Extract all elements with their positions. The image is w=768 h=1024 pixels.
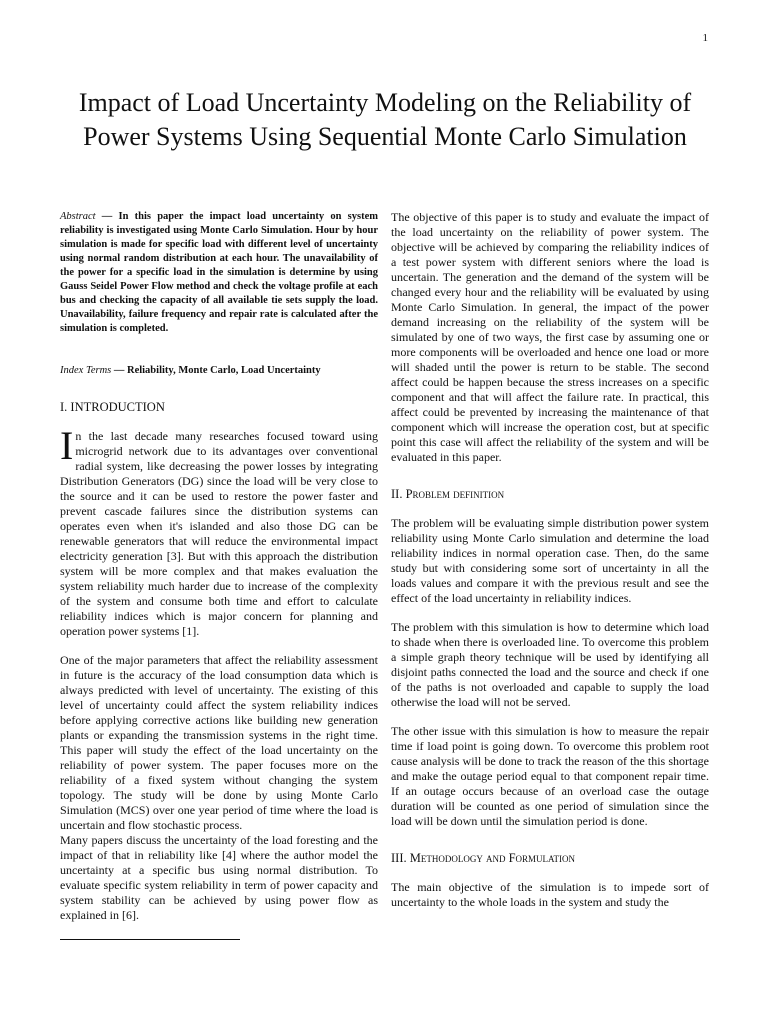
drop-cap: I: [60, 423, 74, 468]
section-title: Methodology and Formulation: [409, 851, 576, 865]
page-number: 1: [702, 32, 708, 44]
abstract: [60, 210, 378, 336]
intro-paragraph-2: One of the major parameters that affect the reliability assessment in future is the accuracy of the load consumption data which is always predicted with level of uncertainty. The existing of this level of uncertainty could affect the system reliability indices before applying corrective actions like building new generation plants or expanding the transmission systems in the right time. This paper will study the effect of the load uncertainty on the reliability of power system. The paper focuses more on the reliability of a fixed system without changing the system topology. The study will be done by using Monte Carlo Simulation (MCS) over one year period of time where the load is uncertain and flow stochastic process.: [60, 653, 378, 832]
left-column: [60, 210, 378, 940]
abstract-label: Abstract: [60, 211, 96, 222]
section-number: III.: [391, 851, 410, 865]
intro-paragraph-1-text: n the last decade many researches focused toward using microgrid network due to its advantages over conventional radial system, like decreasing the power losses by integrating Distribution Generators (DG) since the load will be very close to the source and it can be used to restore the power faster and prevent cascade failures since the distribution systems can operates even when it's islanded and also those DG can be renewable generators that will reduce the environmental impact electricity generation [3]. But with this approach the distribution system will be more complex and that makes evaluation the system reliability much harder due to increase of the complexity of the system and consume both time and effort to calculate reliability indices which is major concern for planning and operation power systems [1].: [60, 429, 378, 638]
section-title: Problem definition: [405, 487, 505, 501]
index-terms-label: Index Terms: [60, 365, 112, 376]
problem-paragraph-3: The other issue with this simulation is how to measure the repair time if load point is going down. To overcome this problem root cause analysis will be done to track the reason of the this shortage and make the outage period equal to that component repair time. If an outage occurs because of an overload case the outage duration will be counted as one period of simulation since the load will be down until the simulation period is done.: [391, 724, 709, 828]
problem-paragraph-1: The problem will be evaluating simple distribution power system reliability using Monte Carlo simulation and determine the load reliability indices in normal operation case. Then, do the same study but with considering some sort of uncertainty in all the loads values and compare it with the previous result and see the effect of the load uncertainty in reliability indices.: [391, 516, 709, 605]
intro-paragraph-1: [60, 423, 378, 639]
problem-paragraph-2: The problem with this simulation is how to determine which load to shade when there is overloaded line. To overcome this problem a simple graph theory technique will be used by identifying all disjoint paths connected the load and the source and check if one of the paths is not overloaded and capable to supply the load otherwise the load will not be served.: [391, 620, 709, 709]
index-terms-text: — Reliability, Monte Carlo, Load Uncertainty: [111, 365, 321, 376]
intro-paragraph-3: Many papers discuss the uncertainty of the load foresting and the impact of that in reliability like [4] where the author model the uncertainty at a specific bus using normal distribution. To evaluate specific system reliability in term of power capacity and system stability can be achieved by using power flow as explained in [6].: [60, 833, 378, 922]
section-number: II.: [391, 487, 406, 501]
method-paragraph-1: The main objective of the simulation is to impede sort of uncertainty to the whole loads in the system and study the: [391, 880, 709, 909]
paper-title: Impact of Load Uncertainty Modeling on the Reliability of Power Systems Using Sequential Monte Carlo Simulation: [78, 88, 692, 151]
section-heading-methodology: [391, 851, 709, 866]
index-terms: [60, 364, 378, 378]
footnote-rule: [60, 939, 240, 940]
section-heading-problem-definition: [391, 487, 709, 502]
right-column: [391, 210, 709, 910]
intro-paragraph-4: The objective of this paper is to study and evaluate the impact of the load uncertainty on the reliability of power system. The objective will be achieved by comparing the reliability indices of a test power system with different seniors where the load is uncertain. The generation and the demand of the system will be changed every hour and the reliability will be evaluated by using Monte Carlo Simulation. In general, the impact of the power demand increasing on the reliability of the system will be simulated by one of two ways, the first case by assuming one or more components will be overloaded and hence one load or more will shaded until the power is return to be stable. The second affect could be happen because the stress increases on a specific component and that will affect the failure rate. In practical, this affect could be prevented by increasing the maintenance of that component which will increase the operation cost, but at specific point this case will affect the reliability of the system and will be evaluated in this paper.: [391, 210, 709, 464]
section-heading-introduction: I. INTRODUCTION: [60, 400, 165, 414]
abstract-text: — In this paper the impact load uncertainty on system reliability is investigated using Monte Carlo Simulation. Hour by hour simulation is made for specific load with different level of uncertainty using normal random distribution at each hour. The unavailability of the power for a specific load in the simulation is determine by using Gauss Seidel Power Flow method and check the voltage profile at each bus and checking the capacity of all available tie sets supply the load. Unavailability, failure frequency and repair rate is calculated after the simulation is completed.: [60, 211, 378, 334]
